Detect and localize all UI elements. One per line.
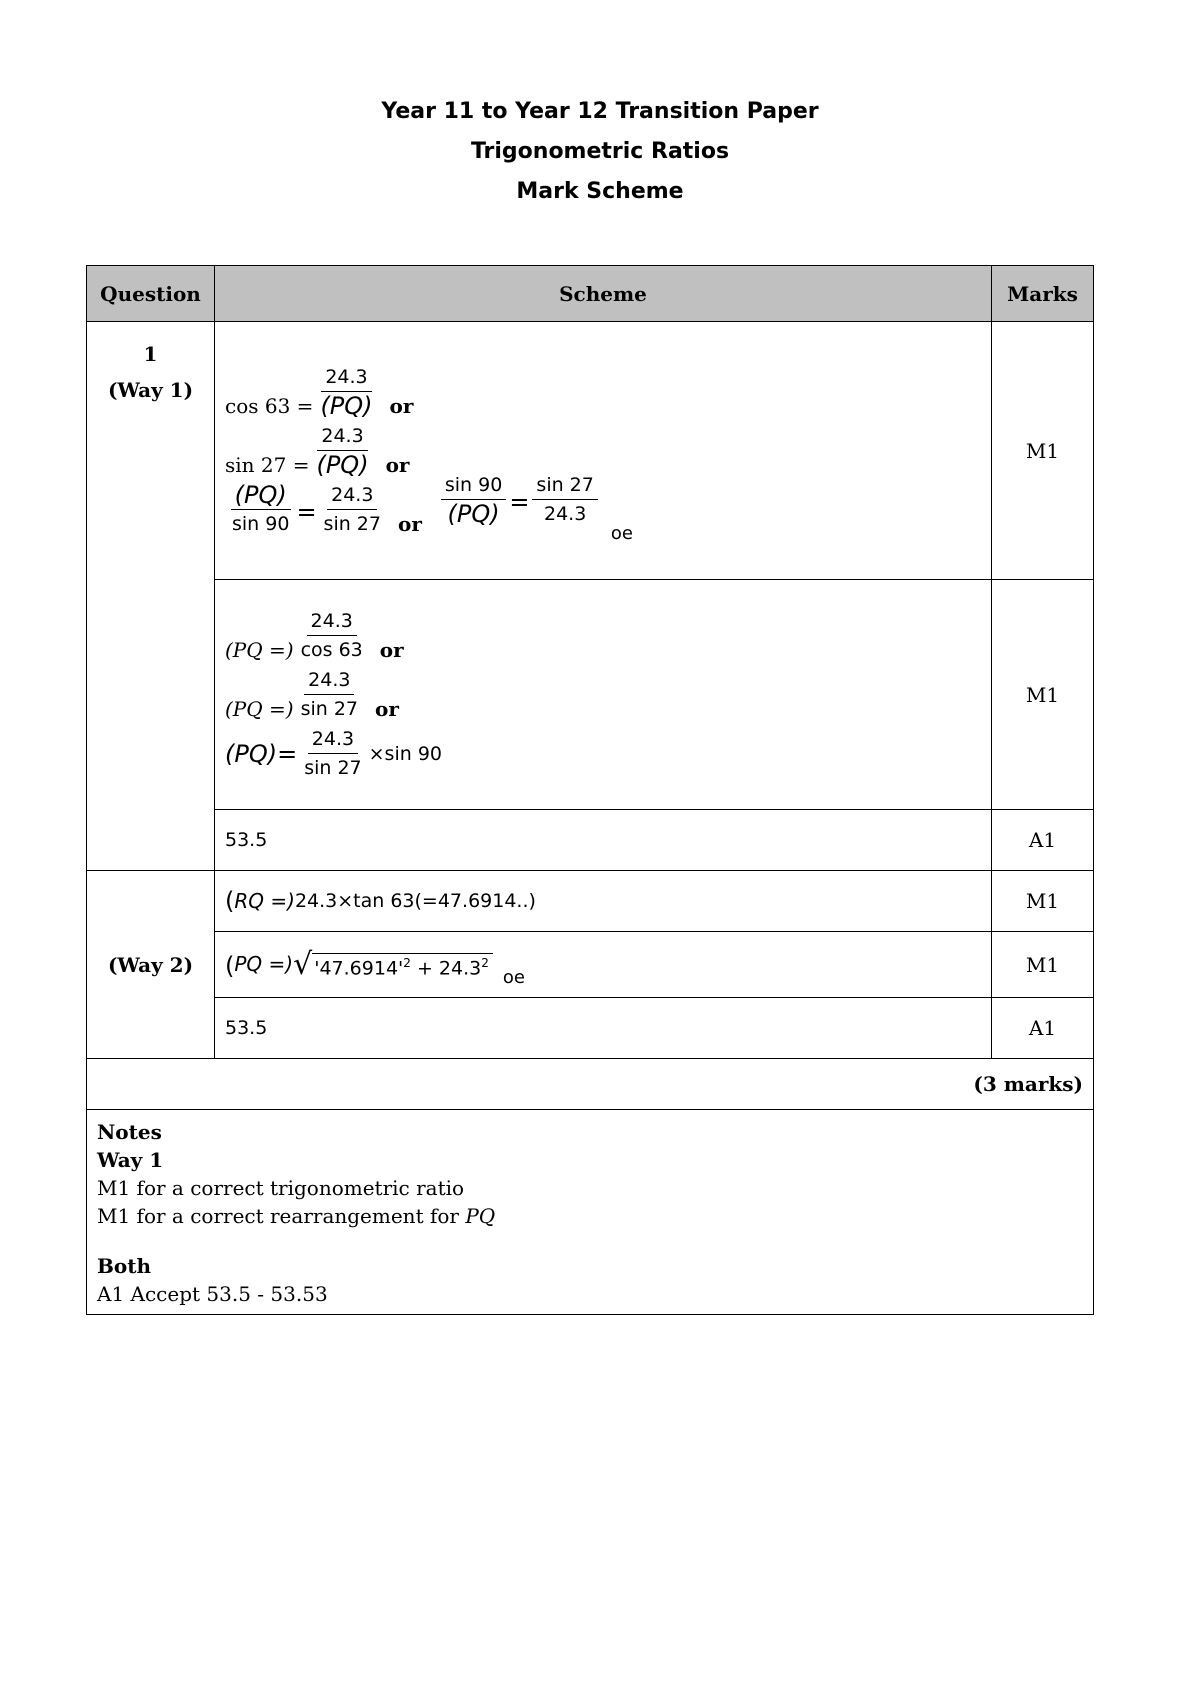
denominator: sin 27 (323, 513, 381, 535)
answer-cell: 53.5 (215, 810, 992, 871)
question-cell-way1 (87, 322, 215, 871)
scheme-cell (215, 322, 992, 580)
rq-expression: 24.3×tan 63 (294, 890, 415, 912)
oe-text: oe (610, 523, 633, 544)
total-marks: (3 marks) (87, 1059, 1094, 1110)
way1-label: (Way 1) (107, 378, 194, 402)
rq-lhs: RQ =) (234, 889, 295, 913)
way2-label: (Way 2) (87, 871, 215, 1059)
fraction (228, 483, 293, 536)
denominator: sin 27 (304, 757, 362, 779)
times-sin90: ×sin 90 (368, 742, 442, 765)
table-row (87, 580, 1094, 810)
notes-row (87, 1110, 1094, 1315)
sin-ratio-line (225, 424, 991, 477)
fraction (316, 365, 376, 418)
mark-cell: M1 (992, 322, 1094, 580)
header-question: Question (87, 266, 215, 322)
mark-cell: M1 (992, 932, 1094, 998)
title-line-1: Year 11 to Year 12 Transition Paper (381, 99, 819, 124)
scheme-cell (215, 932, 992, 998)
numerator: 24.3 (317, 424, 367, 451)
note-line (97, 1202, 1083, 1230)
notes-cell (87, 1110, 1094, 1315)
oe-text: oe (502, 966, 525, 988)
denominator: (PQ) (447, 500, 500, 528)
cos-rearrange-line (225, 609, 991, 662)
denominator: 24.3 (543, 503, 587, 525)
equals-sign: = (277, 739, 298, 768)
or-text: or (385, 453, 410, 477)
fraction (300, 727, 365, 780)
mark-scheme-table (86, 265, 1094, 1315)
numerator: 24.3 (321, 365, 371, 392)
exponent: 2 (403, 956, 411, 971)
open-paren: ( (225, 887, 235, 915)
rq-value: (=47.6914..) (414, 890, 536, 912)
title-line-2: Trigonometric Ratios (470, 139, 730, 164)
total-row (87, 1059, 1094, 1110)
fraction (297, 668, 362, 721)
mark-cell: A1 (992, 810, 1094, 871)
or-text: or (389, 394, 414, 418)
numerator: 24.3 (307, 609, 357, 636)
numerator: 24.3 (308, 727, 358, 754)
or-text: or (379, 638, 404, 662)
fraction (297, 609, 367, 662)
radicand (312, 953, 493, 979)
pq-lhs: (PQ) (225, 739, 278, 768)
equals-sign: = (509, 488, 530, 516)
numerator: 24.3 (304, 668, 354, 695)
pq-lhs: (PQ =) (225, 697, 294, 721)
note-line: A1 Accept 53.5 - 53.53 (97, 1282, 328, 1306)
fraction (320, 483, 385, 536)
fraction (441, 473, 506, 526)
denominator: sin 90 (232, 513, 290, 535)
exponent: 2 (481, 956, 489, 971)
fraction (532, 473, 597, 526)
denominator: (PQ) (316, 451, 369, 479)
notes-heading: Notes (97, 1120, 162, 1144)
numerator: 24.3 (327, 483, 377, 510)
numerator: sin 27 (532, 473, 597, 500)
denominator: (PQ) (320, 392, 373, 420)
answer-cell: 53.5 (215, 998, 992, 1059)
note-text: M1 for a correct rearrangement for (97, 1204, 466, 1228)
numerator: (PQ) (231, 483, 291, 510)
header-marks: Marks (992, 266, 1094, 322)
scheme-cell (215, 871, 992, 932)
cos-ratio-line (225, 365, 991, 418)
header-scheme: Scheme (215, 266, 992, 322)
title-line-3: Mark Scheme (516, 179, 684, 204)
radicand-value: '47.6914' (314, 957, 404, 980)
pq-lhs: (PQ =) (225, 638, 294, 662)
table-row (87, 998, 1094, 1059)
sine-rule-line (225, 474, 991, 544)
note-variable: PQ (465, 1204, 496, 1228)
way1-notes-heading: Way 1 (97, 1148, 164, 1172)
table-row (87, 810, 1094, 871)
mark-cell: A1 (992, 998, 1094, 1059)
sin-rearrange-line (225, 668, 991, 721)
square-root (293, 946, 493, 982)
or-text: or (397, 512, 422, 536)
radical-sign: √ (293, 946, 313, 982)
pythagoras-line (225, 946, 991, 988)
scheme-cell (215, 580, 992, 810)
radicand-term: + 24.3 (410, 957, 482, 980)
open-paren: ( (225, 951, 235, 980)
denominator: cos 63 (300, 639, 363, 661)
table-row (87, 871, 1094, 932)
equals-sign: = (296, 498, 317, 526)
pq-lhs: PQ =) (234, 951, 294, 976)
mark-cell: M1 (992, 580, 1094, 810)
spacer (97, 1230, 1083, 1252)
both-notes-heading: Both (97, 1254, 152, 1278)
cos-lhs: cos 63 = (225, 394, 314, 418)
sin-lhs: sin 27 = (225, 453, 310, 477)
or-text: or (375, 697, 399, 721)
table-row (87, 322, 1094, 580)
numerator: sin 90 (441, 473, 506, 500)
rq-line (225, 887, 991, 915)
note-line: M1 for a correct trigonometric ratio (97, 1176, 465, 1200)
fraction (312, 424, 372, 477)
sine-rule-rearrange-line (225, 727, 991, 780)
document-header (0, 92, 1200, 212)
table-row (87, 932, 1094, 998)
question-number: 1 (143, 342, 158, 366)
mark-cell: M1 (992, 871, 1094, 932)
denominator: sin 27 (300, 698, 359, 720)
table-header-row (87, 266, 1094, 322)
